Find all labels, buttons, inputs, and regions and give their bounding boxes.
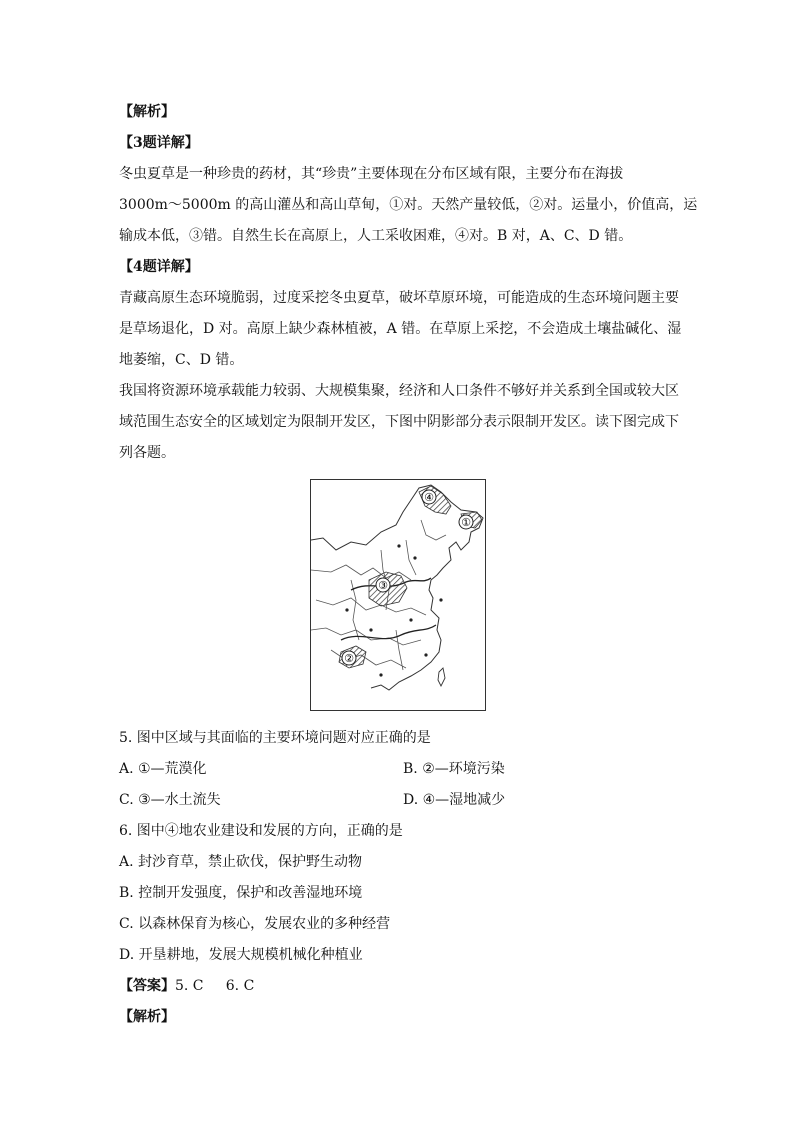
map-label-1 xyxy=(459,515,473,529)
q3-line: 3000m～5000m 的高山灌丛和高山草甸，①对。天然产量较低，②对。运量小，价值高，运 xyxy=(119,197,698,213)
map-label-4 xyxy=(422,490,436,504)
q3-line: 冬虫夏草是一种珍贵的药材，其“珍贵”主要体现在分布区域有限，主要分布在海拔 xyxy=(119,166,624,182)
svg-text:①: ① xyxy=(461,516,471,529)
answer-label: 【答案】 xyxy=(119,978,175,994)
q5-option-d: D. ④—湿地减少 xyxy=(403,792,506,808)
svg-text:②: ② xyxy=(344,652,354,665)
answer-line xyxy=(119,976,254,996)
q3-heading: 【3题详解】 xyxy=(119,135,199,151)
q6-option-d: D. 开垦耕地，发展大规模机械化种植业 xyxy=(119,947,363,963)
q6-option-b: B. 控制开发强度，保护和改善湿地环境 xyxy=(119,885,363,901)
intro-line: 我国将资源环境承载能力较弱、大规模集聚，经济和人口条件不够好并关系到全国或较大区 xyxy=(119,383,679,399)
q4-line: 地萎缩，C、D 错。 xyxy=(119,352,244,368)
analysis-heading: 【解析】 xyxy=(119,104,175,120)
q4-line: 是草场退化，D 对。高原上缺少森林植被，A 错。在草原上采挖，不会造成土壤盐碱化、湿 xyxy=(119,321,682,337)
map-label-2 xyxy=(342,651,356,665)
q6-option-c: C. 以森林保育为核心，发展农业的多种经营 xyxy=(119,916,391,932)
taiwan-island xyxy=(438,668,445,686)
map-label-3 xyxy=(376,578,390,592)
q5-option-b: B. ②—环境污染 xyxy=(403,761,505,777)
q3-line: 输成本低，③错。自然生长在高原上，人工采收困难，④对。B 对，A、C、D 错。 xyxy=(119,228,633,244)
china-map-figure xyxy=(310,479,486,711)
q5-option-a: A. ①—荒漠化 xyxy=(119,761,207,777)
analysis-heading-2: 【解析】 xyxy=(119,1009,175,1025)
q6-option-a: A. 封沙育草，禁止砍伐，保护野生动物 xyxy=(119,854,363,870)
q5-stem: 5. 图中区域与其面临的主要环境问题对应正确的是 xyxy=(119,730,431,746)
map-outline-svg xyxy=(311,480,485,710)
q5-option-c: C. ③—水土流失 xyxy=(119,792,221,808)
svg-text:③: ③ xyxy=(378,579,388,592)
q6-stem: 6. 图中④地农业建设和发展的方向，正确的是 xyxy=(119,823,403,839)
intro-line: 列各题。 xyxy=(119,445,175,461)
q4-line: 青藏高原生态环境脆弱，过度采挖冬虫夏草，破坏草原环境，可能造成的生态环境问题主要 xyxy=(119,290,679,306)
answer-text: 5. C 6. C xyxy=(175,978,255,994)
intro-line: 域范围生态安全的区域划定为限制开发区，下图中阴影部分表示限制开发区。读下图完成下 xyxy=(119,414,679,430)
q4-heading: 【4题详解】 xyxy=(119,259,199,275)
svg-text:④: ④ xyxy=(424,491,434,504)
